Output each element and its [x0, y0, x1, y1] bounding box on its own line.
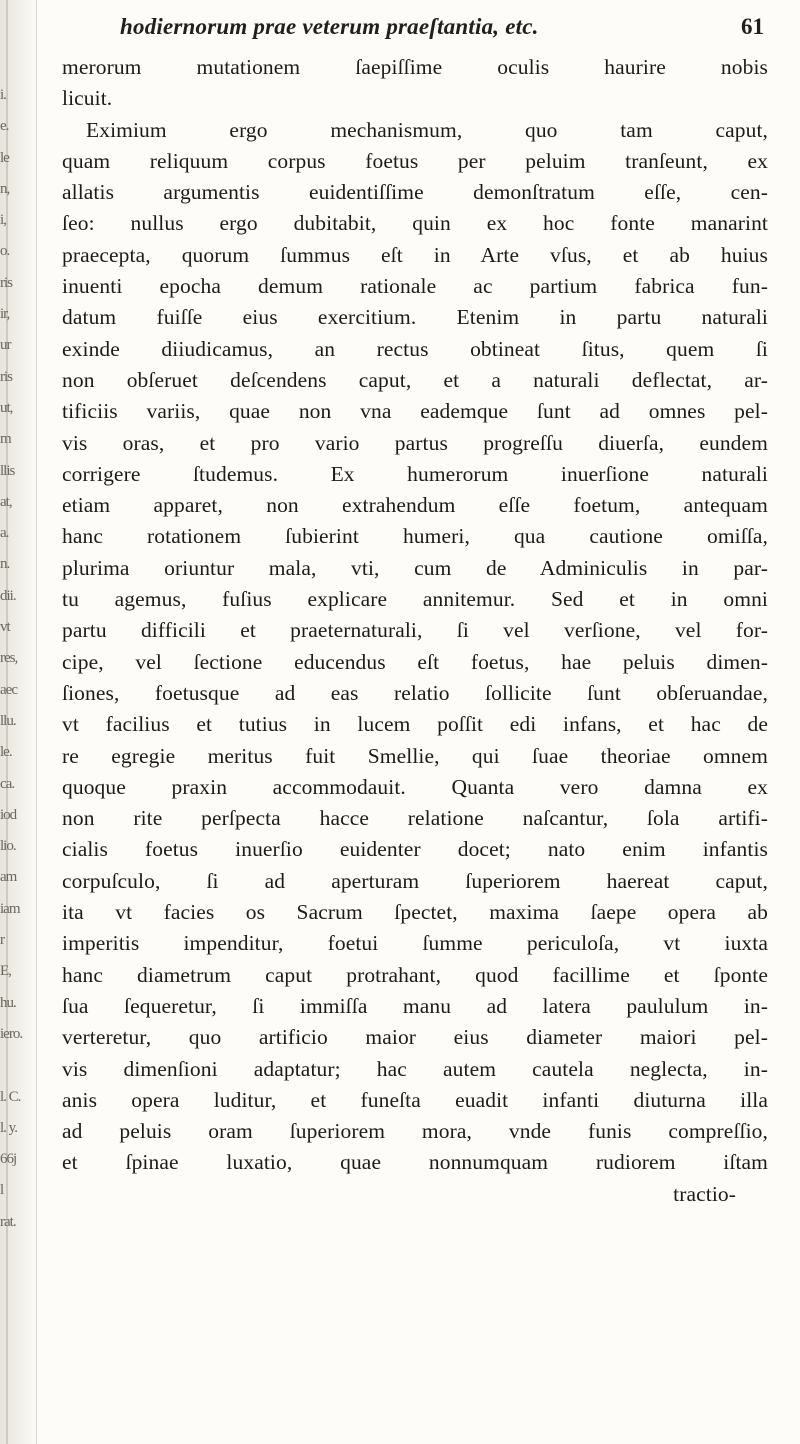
- bleed-fragment: i.: [0, 87, 6, 103]
- bleed-fragment: 66j: [0, 1151, 17, 1168]
- bleed-fragment: l: [0, 1182, 4, 1199]
- text-line: verteretur, quo artificio maior eius diameter maiori pel-: [62, 1025, 768, 1050]
- text-line: vis dimenſioni adaptatur; hac autem cautela neglecta, in-: [62, 1056, 768, 1081]
- text-line: quam reliquum corpus foetus per peluim tranſeunt, ex: [62, 148, 768, 173]
- bleed-fragment: ir,: [0, 306, 10, 323]
- bleed-fragment: iam: [0, 900, 20, 917]
- bleed-fragment: E,: [0, 963, 11, 980]
- text-line: ita vt facies os Sacrum ſpectet, maxima ſaepe opera ab: [62, 900, 768, 925]
- bleed-fragment: ris: [0, 368, 12, 385]
- bleed-fragment: vt: [0, 619, 10, 636]
- page-header: [90, 6, 776, 46]
- bleed-fragment: dii.: [0, 587, 16, 604]
- text-line: cialis foetus inuerſio euidenter docet; nato enim infantis: [62, 837, 768, 862]
- bleed-fragment: rat.: [0, 1213, 16, 1230]
- text-line: etiam apparet, non extrahendum eſſe foetum, antequam: [62, 493, 768, 518]
- text-line: partu difficili et praeternaturali, ſi vel verſione, vel for-: [62, 618, 768, 643]
- bleed-fragment: ca.: [0, 775, 15, 792]
- text-line: imperitis impenditur, foetui ſumme periculoſa, vt iuxta: [62, 931, 768, 956]
- text-line: allatis argumentis euidentiſſime demonſtratum eſſe, cen-: [62, 180, 768, 205]
- text-line: hanc diametrum caput protrahant, quod facillime et ſponte: [62, 962, 768, 987]
- text-line: hanc rotationem ſubierint humeri, qua cautione omiſſa,: [62, 524, 768, 549]
- page-number: 61: [741, 14, 764, 39]
- bleed-fragment: am: [0, 869, 17, 886]
- text-line: ad peluis oram ſuperiorem mora, vnde funis compreſſio,: [62, 1119, 768, 1144]
- text-line: tificiis variis, quae non vna eademque ſunt ad omnes pel-: [62, 399, 768, 424]
- bleed-fragment: lio.: [0, 838, 16, 855]
- text-line: non rite perſpecta hacce relatione naſcantur, ſola artifi-: [62, 806, 768, 831]
- text-line: non obſeruet deſcendens caput, et a naturali deflectat, ar-: [62, 367, 768, 392]
- bleed-fragment: [0, 1050, 34, 1081]
- text-line: corrigere ſtudemus. Ex humerorum inuerſione naturali: [62, 461, 768, 486]
- text-line: exinde diiudicamus, an rectus obtineat ſitus, quem ſi: [62, 336, 768, 361]
- bleed-fragment: r: [0, 932, 4, 949]
- text-line: plurima oriuntur mala, vti, cum de Adminiculis in par-: [62, 555, 768, 580]
- bleed-fragment: o.: [0, 243, 10, 260]
- bleed-fragment: at,: [0, 493, 12, 510]
- bleed-fragment: e.: [0, 118, 9, 135]
- text-line: cipe, vel ſectione educendus eſt foetus, hae peluis dimen-: [62, 649, 768, 674]
- text-line: merorum mutationem ſaepiſſime oculis haurire nobis: [62, 55, 768, 79]
- text-line: anis opera luditur, et funeſta euadit infanti diuturna illa: [62, 1087, 768, 1112]
- text-line: inuenti epocha demum rationale ac partium fabrica fun-: [62, 274, 768, 299]
- bleed-fragment: llu.: [0, 712, 16, 729]
- text-line: ſua ſequeretur, ſi immiſſa manu ad latera paululum in-: [62, 993, 768, 1018]
- text-line: re egregie meritus fuit Smellie, qui ſuae theoriae omnem: [62, 743, 768, 768]
- bleed-fragment: n.: [0, 556, 10, 573]
- text-line: et ſpinae luxatio, quae nonnumquam rudiorem iſtam: [62, 1150, 768, 1175]
- text-line: praecepta, quorum ſummus eſt in Arte vſus, et ab huius: [62, 242, 768, 267]
- bleed-fragment: hu.: [0, 994, 16, 1011]
- bleed-fragment: m: [0, 431, 11, 448]
- body-text: [62, 52, 768, 1210]
- bleed-fragment: res,: [0, 650, 18, 667]
- text-line: vis oras, et pro vario partus progreſſu diuerſa, eundem: [62, 430, 768, 455]
- bleed-fragment: ut,: [0, 399, 13, 416]
- facing-page-bleed: [0, 80, 34, 1238]
- bleed-fragment: llis: [0, 462, 15, 479]
- text-line: Eximium ergo mechanismum, quo tam caput,: [86, 117, 768, 142]
- bleed-fragment: le: [0, 149, 9, 166]
- bleed-fragment: i,: [0, 212, 6, 229]
- text-line: ſeo: nullus ergo dubitabit, quin ex hoc fonte manarint: [62, 211, 768, 236]
- text-line: licuit.: [62, 86, 113, 111]
- bleed-fragment: ris: [0, 274, 12, 291]
- bleed-fragment: iero.: [0, 1025, 23, 1042]
- text-line: tu agemus, fuſius explicare annitemur. Sed et in omni: [62, 587, 768, 612]
- running-title: hodiernorum prae veterum praeſtantia, etc.: [120, 14, 539, 39]
- bleed-fragment: a.: [0, 525, 9, 542]
- bleed-fragment: l. y.: [0, 1119, 17, 1136]
- text-line: corpuſculo, ſi ad aperturam ſuperiorem haereat caput,: [62, 868, 768, 893]
- bleed-fragment: l. C.: [0, 1088, 21, 1105]
- bleed-fragment: n,: [0, 180, 10, 197]
- text-line: vt facilius et tutius in lucem poſſit edi infans, et hac de: [62, 712, 768, 737]
- bleed-fragment: iod: [0, 806, 17, 823]
- text-line: datum fuiſſe eius exercitium. Etenim in partu naturali: [62, 305, 768, 330]
- text-line: ſiones, foetusque ad eas relatio ſollicite ſunt obſeruandae,: [62, 680, 768, 705]
- bleed-fragment: aec: [0, 681, 17, 698]
- text-line: tractio-: [673, 1181, 736, 1206]
- bleed-fragment: ur: [0, 337, 11, 354]
- text-line: quoque praxin accommodauit. Quanta vero damna ex: [62, 774, 768, 799]
- bleed-fragment: le.: [0, 744, 12, 761]
